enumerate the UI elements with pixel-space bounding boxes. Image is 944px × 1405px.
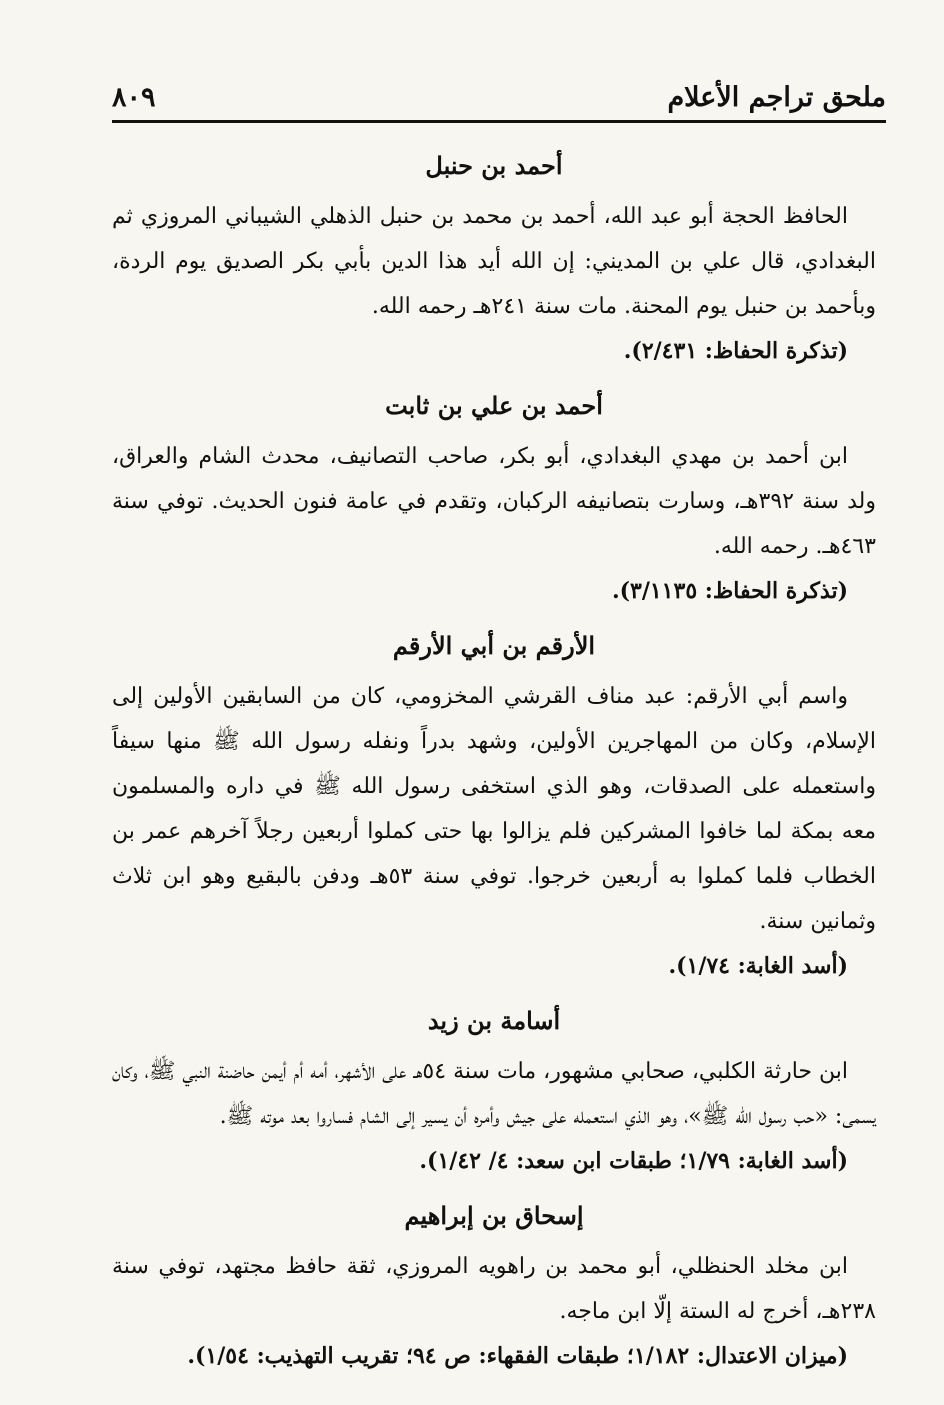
biography-entry (112, 1003, 876, 1184)
page-header (112, 68, 886, 120)
entry-text: ابن حارثة الكلبي، صحابي مشهور، مات سنة ٥٤هـ على الأشهر، أمه أم أيمن حاضنة النبي ﷺ، وكان يسمى: «حب رسول الله ﷺ»، وهو الذي استعمله على جيش وأمره أن يسير إلى الشام فساروا بعد موته ﷺ. (112, 1059, 876, 1129)
entry-title: أحمد بن علي بن ثابت (385, 391, 603, 420)
entry-text: ابن مخلد الحنظلي، أبو محمد بن راهويه المروزي، ثقة حافظ مجتهد، توفي سنة ٢٣٨هـ، أخرج له الستة إلّا ابن ماجه. (112, 1254, 876, 1324)
entry-source: (ميزان الاعتدال: ١/١٨٢؛ طبقات الفقهاء: ص ٩٤؛ تقريب التهذيب: ١/٥٤). (187, 1343, 848, 1369)
entry-title: أحمد بن حنبل (425, 151, 563, 180)
running-title: ملحق تراجم الأعلام (667, 82, 886, 113)
biography-entry (112, 388, 876, 614)
page-number: ٨٠٩ (112, 82, 156, 113)
entry-source: (تذكرة الحفاظ: ٣/١١٣٥). (611, 578, 848, 604)
entry-title: الأرقم بن أبي الأرقم (392, 631, 596, 660)
entry-source: (أسد الغابة: ١/٧٩؛ طبقات ابن سعد: ٤/ ١/٤٢). (419, 1148, 848, 1174)
entry-text: الحافظ الحجة أبو عبد الله، أحمد بن محمد بن حنبل الذهلي الشيباني المروزي ثم البغدادي، قال علي بن المديني: إن الله أيد هذا الدين بأبي بكر الصديق يوم الردة، وبأحمد بن حنبل يوم المحنة. مات سنة ٢٤١هـ رحمه الله. (112, 204, 876, 319)
biography-entry (112, 148, 876, 374)
entry-source: (أسد الغابة: ١/٧٤). (668, 953, 848, 979)
entry-text: ابن أحمد بن مهدي البغدادي، أبو بكر، صاحب التصانيف، محدث الشام والعراق، ولد سنة ٣٩٢هـ، وسارت بتصانيفه الركبان، وتقدم في عامة فنون الحديث. توفي سنة ٤٦٣هـ. رحمه الله. (112, 444, 876, 559)
entry-source: (تذكرة الحفاظ: ٢/٤٣١). (623, 338, 848, 364)
biography-entry (112, 1198, 876, 1379)
entry-title: إسحاق بن إبراهيم (404, 1201, 584, 1230)
header-rule (112, 120, 886, 123)
entry-title: أسامة بن زيد (427, 1006, 561, 1035)
entry-text: واسم أبي الأرقم: عبد مناف القرشي المخزومي، كان من السابقين الأولين إلى الإسلام، وكان من المهاجرين الأولين، وشهد بدراً ونفله رسول الله ﷺ منها سيفاً واستعمله على الصدقات، وهو الذي استخفى رسول الله ﷺ في داره والمسلمون معه بمكة لما خافوا المشركين فلم يزالوا بها حتى كملوا أربعين رجلاً آخرهم عمر بن الخطاب فلما كملوا به أربعين خرجوا. توفي سنة ٥٣هـ ودفن بالبقيع وهو ابن ثلاث وثمانين سنة. (112, 684, 876, 934)
page-body (112, 140, 876, 1393)
biography-entry (112, 628, 876, 989)
